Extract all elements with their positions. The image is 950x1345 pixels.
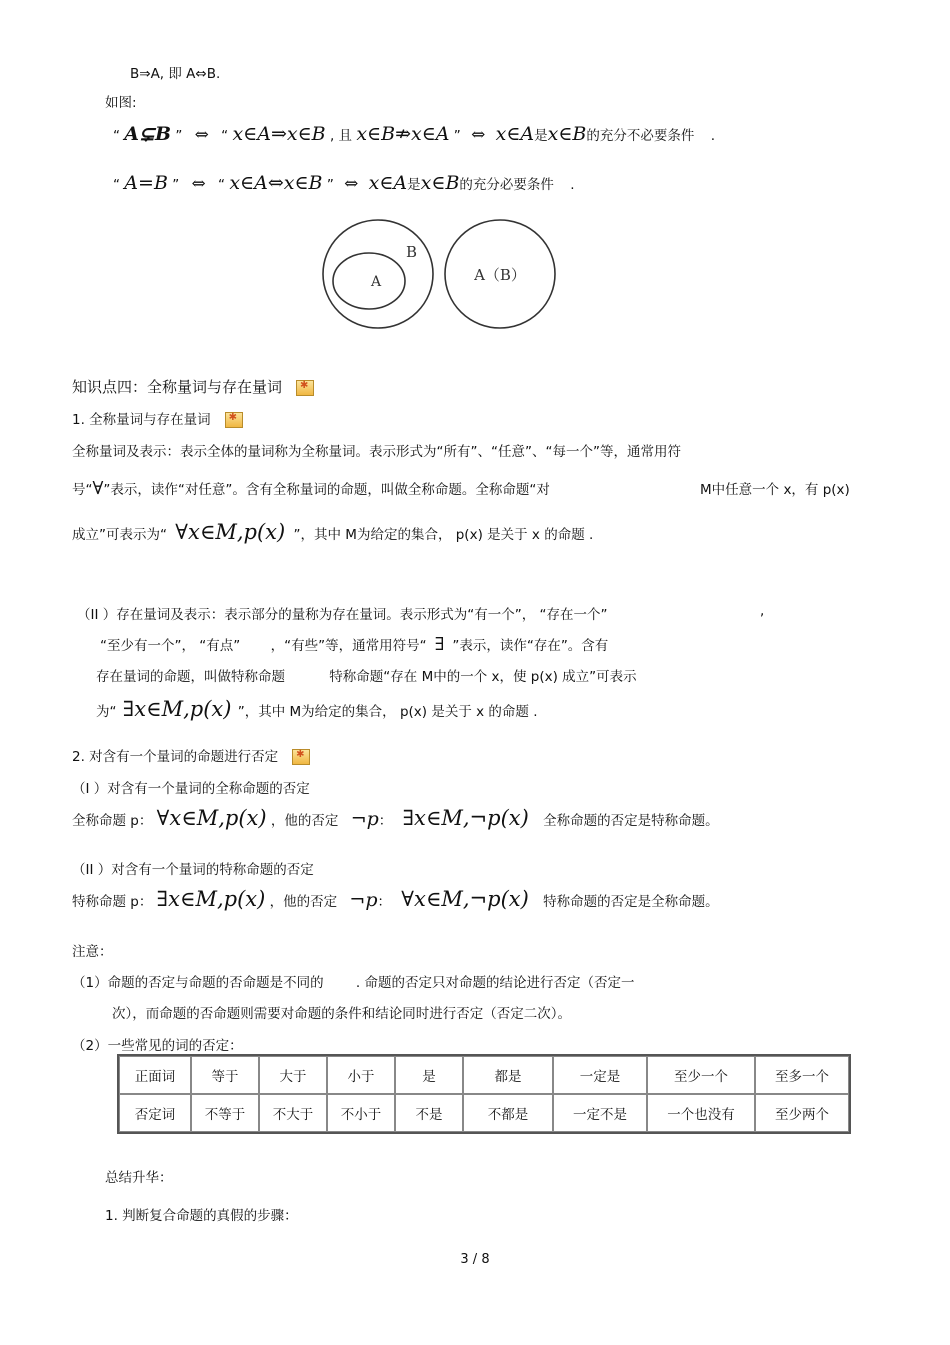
note2-title: （2）一些常见的词的否定： bbox=[72, 1038, 243, 1054]
paragraph-existential-line1: （II ）存在量词及表示：表示部分的量称为存在量词。表示形式为“有一个”， “存在一个” bbox=[77, 607, 608, 623]
folder-icon[interactable] bbox=[225, 412, 243, 428]
venn-label-a: A bbox=[371, 274, 382, 290]
paragraph-existential-line4: 为“ ∃x∈M,p(x) ”，其中 M为给定的集合， p(x) 是关于 x 的命题 . bbox=[96, 697, 538, 721]
folder-icon[interactable] bbox=[296, 380, 314, 396]
negation-table bbox=[117, 1054, 851, 1134]
section-title: 知识点四：全称量词与存在量词✱ bbox=[72, 376, 314, 397]
universal-formula: ∀x∈M,p(x) bbox=[175, 520, 286, 544]
paragraph-existential-line3: 存在量词的命题，叫做特称命题 特称命题“存在 M中的一个 x，使 p(x) 成立”可表示 bbox=[96, 669, 637, 685]
venn-label-b: B bbox=[406, 243, 418, 261]
iff-symbol: ⇔ bbox=[194, 125, 209, 145]
paragraph-existential-line2: “至少有一个”， “有点” ，“有些”等，通常用符号“ ∃ ”表示，读作“存在”。含有 bbox=[100, 634, 609, 655]
formula-line-2: “ A=B ” ⇔ “ x∈A⇔x∈B ” ⇔ x∈A是x∈B的充分必要条件 . bbox=[113, 172, 575, 194]
summary-title: 总结升华： bbox=[105, 1170, 173, 1186]
summary-item-1: 1. 判断复合命题的真假的步骤： bbox=[105, 1208, 298, 1224]
subset-formula: A⊊B bbox=[124, 123, 172, 145]
venn-label-ab: A（B） bbox=[474, 266, 526, 284]
formula-line-1: “ A⊊B ” ⇔ “ x∈A⇒x∈B , 且 x∈B⇏x∈A ” ⇔ x∈A是x∈B的充分不必要条件 . bbox=[113, 123, 715, 145]
ru-tu-label: 如图: bbox=[105, 95, 137, 111]
implication-formula: x∈A⇒x∈B bbox=[232, 123, 326, 145]
equivalence-formula: x∈A⇔x∈B bbox=[229, 172, 323, 194]
top-line: B⇒A, 即 A⇔B. bbox=[130, 66, 221, 82]
paragraph-universal-line1: 全称量词及表示：表示全体的量词称为全称量词。表示形式为“所有”、“任意”、“每一个”等，通常用符 bbox=[72, 444, 681, 460]
note1-line1: （1）命题的否定与命题的否命题是不同的 . 命题的否定只对命题的结论进行否定（否定一 bbox=[72, 975, 635, 991]
paragraph-universal-line2-end: M中任意一个 x，有 p(x) bbox=[700, 482, 850, 498]
table-row: 否定词 不等于 不大于 不小于 不是 不都是 一定不是 一个也没有 至少两个 bbox=[119, 1094, 849, 1132]
neg2-title: （II ）对含有一个量词的特称命题的否定 bbox=[72, 862, 314, 878]
forall-symbol: ∀ bbox=[92, 478, 104, 499]
note1-line2: 次），而命题的否命题则需要对命题的条件和结论同时进行否定（否定二次）。 bbox=[112, 1006, 571, 1022]
paragraph-universal-line2: 号“∀”表示，读作“对任意”。含有全称量词的命题，叫做全称命题。全称命题“对 bbox=[72, 478, 550, 499]
neg1-title: （I ）对含有一个量词的全称命题的否定 bbox=[72, 781, 310, 797]
venn-diagram bbox=[320, 216, 560, 334]
sub-title-1: 1. 全称量词与存在量词✱ bbox=[72, 408, 243, 428]
equal-formula: A=B bbox=[124, 172, 168, 194]
non-implication-formula: x∈B⇏x∈A bbox=[356, 123, 450, 145]
table-row: 正面词 等于 大于 小于 是 都是 一定是 至少一个 至多一个 bbox=[119, 1056, 849, 1094]
neg1-line: 全称命题 p： ∀x∈M,p(x) ，他的否定 ¬p： ∃x∈M,¬p(x) 全称命题的否定是特称命题。 bbox=[72, 806, 719, 830]
existential-formula: ∃x∈M,p(x) bbox=[122, 697, 232, 721]
sub-title-2: 2. 对含有一个量词的命题进行否定✱ bbox=[72, 745, 310, 765]
folder-icon[interactable] bbox=[292, 749, 310, 765]
paragraph-universal-line3: 成立”可表示为“ ∀x∈M,p(x) ”，其中 M为给定的集合， p(x) 是关于 x 的命题 . bbox=[72, 520, 594, 544]
page-number: 3 / 8 bbox=[460, 1252, 490, 1267]
note-title: 注意： bbox=[72, 944, 113, 960]
neg2-line: 特称命题 p： ∃x∈M,p(x) ，他的否定 ¬p： ∀x∈M,¬p(x) 特称命题的否定是全称命题。 bbox=[72, 887, 719, 911]
exists-symbol: ∃ bbox=[434, 634, 445, 655]
venn-inner-a bbox=[333, 253, 405, 309]
